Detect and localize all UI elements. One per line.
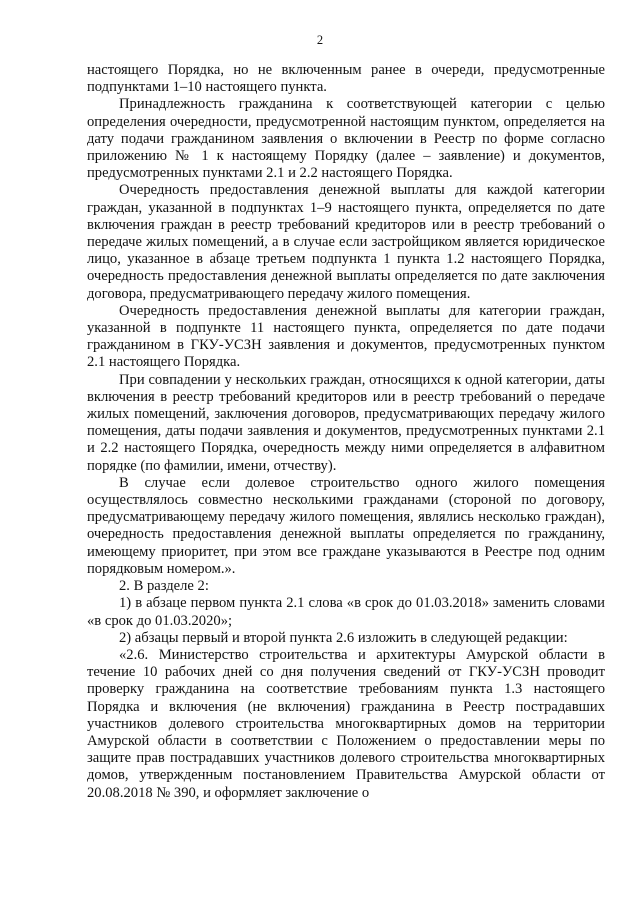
- paragraph-6: В случае если долевое строительство одного жилого помещения осуществлялось совместно несколькими гражданами (стороной по договору, предусматривающему передачу жилого помещения, являлись несколько граждан), очередность предоставления денежной выплаты определяется по гражданину, имеющему приоритет, при этом все граждане указываются в Реестре под одним порядковым номером.».: [87, 474, 605, 577]
- document-body: [87, 62, 605, 802]
- paragraph-2: Принадлежность гражданина к соответствующей категории с целью определения очередности, предусмотренной настоящим пунктом, определяется на дату подачи гражданином заявления о включении в Реестр по форме согласно приложению № 1 к настоящему Порядку (далее – заявление) и документов, предусмотренных пунктами 2.1 и 2.2 настоящего Порядка.: [87, 96, 605, 182]
- page-number: 2: [316, 33, 324, 47]
- paragraph-9: 2) абзацы первый и второй пункта 2.6 изложить в следующей редакции:: [119, 629, 568, 646]
- paragraph-5: При совпадении у нескольких граждан, относящихся к одной категории, даты включения в реестр требований кредиторов или в реестр требований о передаче жилых помещений, заключения договоров, предусматривающих передачу жилого помещения, даты подачи заявления и документов, предусмотренных пунктами 2.1 и 2.2 настоящего Порядка, очередность между ними определяется в алфавитном порядке (по фамилии, имени, отчеству).: [87, 371, 605, 474]
- paragraph-3: Очередность предоставления денежной выплаты для каждой категории граждан, указанной в подпунктах 1–9 настоящего пункта, определяется по дате включения граждан в реестр требований кредиторов или в реестр требований о передаче жилых помещений, а в случае если застройщиком является юридическое лицо, указанное в абзаце третьем подпункта 1 пункта 1.2 настоящего Порядка, очередность предоставления денежной выплаты определяется по дате заключения договора, предусматривающего передачу жилого помещения.: [87, 182, 605, 302]
- paragraph-10: «2.6. Министерство строительства и архитектуры Амурской области в течение 10 рабочих дней со дня получения сведений от ГКУ-УСЗН проводит проверку гражданина на соответствие требованиям пункта 1.3 настоящего Порядка и включения (не включения) гражданина в Реестр пострадавших участников долевого строительства многоквартирных домов на территории Амурской области в соответствии с Положением о предоставлении меры по защите прав пострадавших участников долевого строительства многоквартирных домов, утвержденным постановлением Правительства Амурской области от 20.08.2018 № 390, и оформляет заключение о: [87, 646, 605, 801]
- paragraph-8: 1) в абзаце первом пункта 2.1 слова «в срок до 01.03.2018» заменить словами «в срок до 01.03.2020»;: [87, 595, 605, 629]
- paragraph-4: Очередность предоставления денежной выплаты для категории граждан, указанной в подпункте 11 настоящего пункта, определяется по дате подачи гражданином в ГКУ-УСЗН заявления и документов, предусмотренных пунктом 2.1 настоящего Порядка.: [87, 302, 605, 371]
- paragraph-7: 2. В разделе 2:: [119, 578, 209, 595]
- paragraph-1: настоящего Порядка, но не включенным ранее в очереди, предусмотренные подпунктами 1–10 настоящего пункта.: [87, 62, 605, 96]
